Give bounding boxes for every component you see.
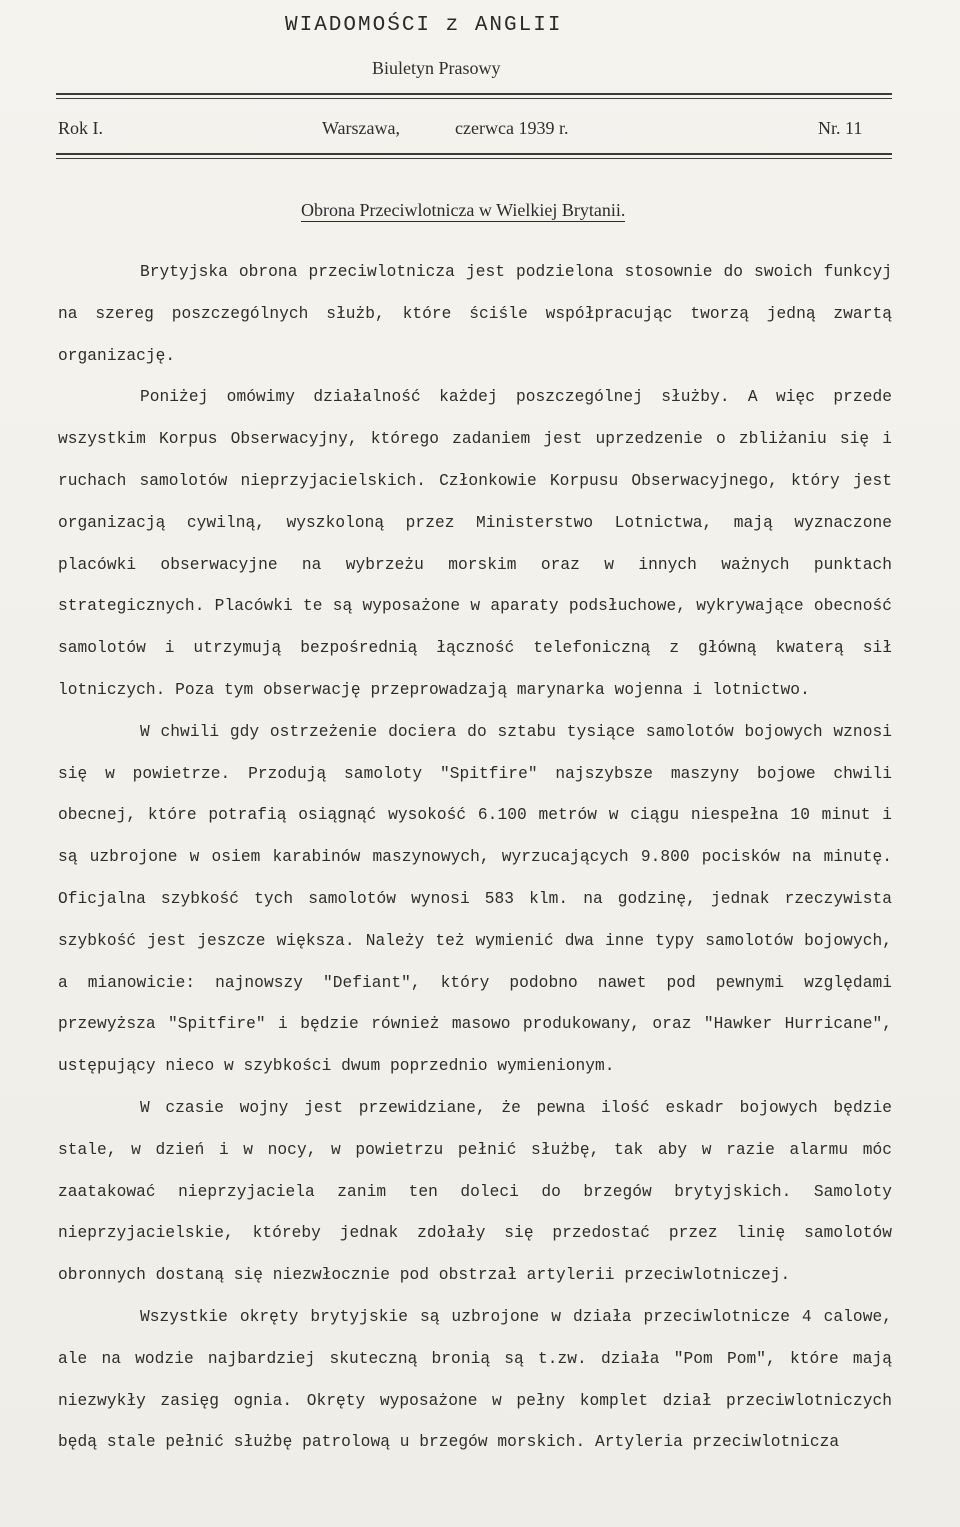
issue-number: Nr. 11 — [818, 118, 863, 138]
publication-title: WIADOMOŚCI z ANGLII — [285, 14, 563, 37]
paragraph: W chwili gdy ostrzeżenie dociera do sztabu tysiące samolotów bojowych wznosi się w powietrze. Przodują samoloty "Spitfire" najszybsze maszyny bojowe chwili obecnej, które potrafią osiągnąć wysokość 6.100 metrów w ciągu niespełna 10 minut i są uzbrojone w osiem karabinów maszynowych, wyrzucających 9.800 pocisków na minutę. Oficjalna szybkość tych samolotów wynosi 583 klm. na godzinę, jednak rzeczywista szybkość jest jeszcze większa. Należy też wymienić dwa inne typy samolotów bojowych, a mianowicie: najnowszy "Defiant", który podobno nawet pod pewnymi względami przewyższa "Spitfire" i będzie również masowo produkowany, oraz "Hawker Hurricane", ustępujący nieco w szybkości dwum poprzednio wymienionym. — [58, 722, 892, 1076]
issue-info-row — [0, 118, 960, 140]
publication-subtitle: Biuletyn Prasowy — [372, 58, 501, 78]
paragraph: Poniżej omówimy działalność każdej poszczególnej służby. A więc przede wszystkim Korpus Obserwacyjny, którego zadaniem jest uprzedzenie o zbliżaniu się i ruchach samolotów nieprzyjacielskich. Członkowie Korpusu Obserwacyjnego, który jest organizacją cywilną, wyszkoloną przez Ministerstwo Lotnictwa, mają wyznaczone placówki obserwacyjne na wybrzeżu morskim oraz w innych ważnych punktach strategicznych. Placówki te są wyposażone w aparaty podsłuchowe, wykrywające obecność samolotów i utrzymują bezpośrednią łączność telefoniczną z główną kwaterą sił lotniczych. Poza tym obserwację przeprowadzają marynarka wojenna i lotnictwo. — [58, 388, 892, 699]
paragraph: W czasie wojny jest przewidziane, że pewna ilość eskadr bojowych będzie stale, w dzień i w nocy, w powietrzu pełnić służbę, tak aby w razie alarmu móc zaatakować nieprzyjaciela zanim ten doleci do brzegów brytyjskich. Samoloty nieprzyjacielskie, któreby jednak zdołały się przedostać przez linię samolotów obronnych dostaną się niezwłocznie pod obstrzał artylerii przeciwlotniczej. — [58, 1098, 892, 1285]
issue-date: czerwca 1939 r. — [455, 118, 569, 138]
issue-place: Warszawa, — [322, 118, 401, 138]
paragraph: Brytyjska obrona przeciwlotnicza jest podzielona stosownie do swoich funkcyj na szereg poszczególnych służb, które ściśle współpracując tworzą jedną zwartą organizację. — [58, 263, 892, 365]
article-body — [58, 252, 892, 1464]
bottom-rule — [56, 153, 892, 155]
bottom-rule-thin — [56, 158, 892, 159]
article-heading: Obrona Przeciwlotnicza w Wielkiej Brytanii. — [301, 200, 626, 220]
top-rule — [56, 93, 892, 95]
top-rule-thin — [56, 98, 892, 99]
issue-volume: Rok I. — [58, 118, 103, 138]
paragraph: Wszystkie okręty brytyjskie są uzbrojone w działa przeciwlotnicze 4 calowe, ale na wodzie najbardziej skuteczną bronią są t.zw. działa "Pom Pom", które mają niezwykły zasięg ognia. Okręty wyposażone w pełny komplet dział przeciwlotniczych będą stale pełnić służbę patrolową u brzegów morskich. Artyleria przeciwlotnicza — [58, 1307, 892, 1452]
